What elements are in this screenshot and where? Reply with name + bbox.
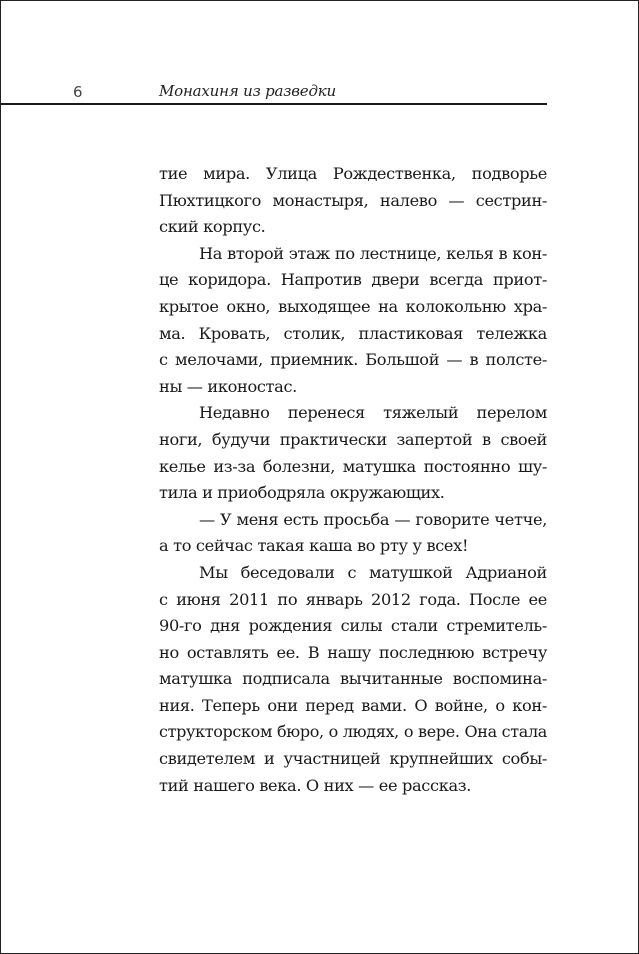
text-line: ноги, будучи практически запертой в своей xyxy=(159,429,547,449)
text-line: ны — иконостас. xyxy=(159,376,297,396)
page-number: 6 xyxy=(73,83,83,101)
body-text xyxy=(159,161,547,799)
text-line: Мы беседовали с матушкой Адрианой xyxy=(199,562,547,582)
text-line: На второй этаж по лестнице, келья в кон- xyxy=(199,243,547,263)
text-line: Недавно перенеся тяжелый перелом xyxy=(199,403,547,423)
text-line: а то сейчас такая каша во рту у всех! xyxy=(159,536,469,556)
text-line: с июня 2011 по январь 2012 года. После ее xyxy=(159,589,547,609)
text-line: тий нашего века. О них — ее рассказ. xyxy=(159,775,472,795)
running-header xyxy=(1,79,547,105)
text-line: ма. Кровать, столик, пластиковая тележка xyxy=(159,323,547,343)
text-line: це коридора. Напротив двери всегда приот- xyxy=(159,270,547,290)
text-line: келье из-за болезни, матушка постоянно шу- xyxy=(159,456,547,476)
text-line: крытое окно, выходящее на колокольню хра- xyxy=(159,296,547,316)
text-line: с мелочами, приемник. Большой — в полсте- xyxy=(159,350,547,370)
text-line: но оставлять ее. В нашу последнюю встречу xyxy=(159,642,547,662)
text-line: ский корпус. xyxy=(159,217,266,237)
text-line: Пюхтицкого монастыря, налево — сестрин- xyxy=(159,190,547,210)
text-line: тила и приободряла окружающих. xyxy=(159,483,445,503)
text-line: структорском бюро, о людях, о вере. Она стала xyxy=(159,722,547,742)
text-line: ния. Теперь они перед вами. О войне, о кон- xyxy=(159,695,547,715)
text-line: — У меня есть просьба — говорите четче, xyxy=(199,509,547,529)
text-line: матушка подписала вычитанные воспомина- xyxy=(159,669,547,689)
text-line: свидетелем и участницей крупнейших собы- xyxy=(159,749,547,769)
text-line: 90-го дня рождения силы стали стремитель- xyxy=(159,616,547,636)
book-title: Монахиня из разведки xyxy=(159,82,336,100)
text-line: тие мира. Улица Рождественка, подворье xyxy=(159,164,547,183)
